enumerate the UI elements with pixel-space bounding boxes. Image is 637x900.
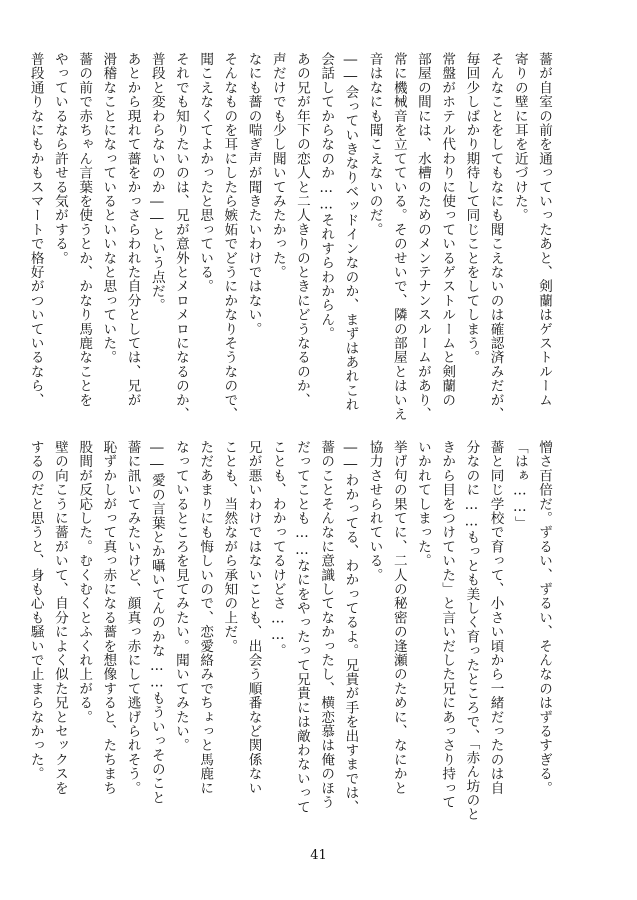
lower-text-line: 股間が反応した。むくむくとふくれ上がる。 (76, 440, 93, 724)
upper-text-line: やっているなら許せる気がする。 (51, 52, 68, 265)
lower-text-line: ――わかってる、わかってるよ。兄貴が手を出すまでは、 (342, 440, 359, 814)
lower-text-line: 兄が悪いわけではないことも、出会う順番など関係ない (245, 440, 262, 795)
lower-text-line: 恥ずかしがって真っ赤になる薔を想像すると、たちまち (100, 440, 117, 795)
lower-text-line: 壁の向こうに薔がいて、自分によく似た兄とセックスを (51, 440, 68, 795)
lower-text-line: だってことも……なにをやったって兄貴には敵わないって (293, 440, 310, 814)
lower-text-line: するのだと思うと、身も心も騒いで止まらなかった。 (27, 440, 44, 781)
upper-text-line: 音はなにも聞こえないのだ。 (366, 52, 383, 237)
upper-text-line: 聞こえなくてよかったと思っている。 (197, 52, 214, 294)
lower-text-line: 「はぁ……」 (511, 440, 528, 530)
page-number: 41 (310, 848, 327, 863)
upper-text-line: それでも知りたいのは、兄が意外とメロメロになるのか、 (172, 52, 189, 422)
lower-text-line: ことも、わかってるけどさ……。 (269, 440, 286, 658)
lower-text-line: 薔に訊いてみたいけど、顔真っ赤にして逃げられそう。 (124, 440, 141, 795)
upper-text-line: そんなものを耳にしたら嫉妬でどうにかなりそうなので、 (221, 52, 238, 422)
upper-text-line: 滑稽なことになっているといいなと思っていた。 (100, 52, 117, 365)
upper-text-line: 声だけでも少し聞いてみたかった。 (269, 52, 286, 280)
upper-text-line: 常盤がホテル代わりに使っているゲストルームと剣蘭の (439, 52, 456, 407)
upper-text-line: なにも薔の喘ぎ声が聞きたいわけではない。 (245, 52, 262, 336)
upper-text-line: 薔が自室の前を通っていったあと、剣蘭はゲストルーム (536, 52, 552, 407)
lower-text-line: 憎さ百倍だ。ずるい、ずるい、そんなのはずるすぎる。 (536, 440, 552, 795)
upper-text-line: 会話してからなのか……それすらわからん。 (318, 52, 335, 341)
upper-text-line: あの兄が年下の恋人と二人きりのときにどうなるのか、 (293, 52, 310, 407)
upper-text-line: 毎回少しばかり期待して同じことをしてしまう。 (463, 52, 480, 365)
upper-text-line: 普段通りなにもかもスマートで格好がついているなら、 (27, 52, 44, 407)
upper-text-line: ――会っていきなりベッドインなのか、まずはあれこれ (342, 52, 359, 412)
lower-text-line: 挙げ句の果てに、二人の秘密の逢瀬のために、なにかと (390, 440, 407, 795)
lower-text-line: いかれてしまった。 (414, 440, 431, 568)
upper-text-line: 薔の前で赤ちゃん言葉を使うとか、かなり馬鹿なことを (76, 52, 93, 407)
upper-text-line: 普段と変わらないのか――という点だ。 (148, 52, 165, 313)
lower-text-line: ことも、当然ながら承知の上だ。 (221, 440, 238, 653)
upper-text-line: 常に機械音を立てている。そのせいで、隣の部屋とはいえ (390, 52, 407, 422)
lower-text-line: 分なのに……もっとも美しく育ったところで、「赤ん坊のと (463, 440, 480, 822)
lower-text-block (27, 440, 556, 822)
upper-text-line: 寄りの壁に耳を近づけた。 (511, 52, 528, 223)
lower-text-line: きから目をつけていた」と言いだした兄にあっさり持って (439, 440, 456, 810)
lower-text-line: なっているところを見てみたい。聞いてみたい。 (172, 440, 189, 753)
upper-text-block (27, 52, 556, 422)
lower-text-line: ただあまりにも悔しいので、恋愛絡みでちょっと馬鹿に (197, 440, 214, 795)
lower-text-line: 薔と同じ学校で育って、小さい頃から一緒だったのは自 (487, 440, 504, 795)
lower-text-line: ――愛の言葉とか囁いてんのかな……もういっそのこと (148, 440, 165, 805)
upper-text-line: 部屋の間には、水槽のためのメンテナンスルームがあり、 (414, 52, 431, 422)
lower-text-line: 薔のことそんなに意識してなかったし、横恋慕は俺のほう (318, 440, 335, 810)
upper-text-line: そんなことをしてもなにも聞こえないのは確認済みだが、 (487, 52, 504, 422)
upper-text-line: あとから現れて薔をかっさらわれた自分としては、兄が (124, 52, 141, 407)
lower-text-line: 協力させられている。 (366, 440, 383, 582)
